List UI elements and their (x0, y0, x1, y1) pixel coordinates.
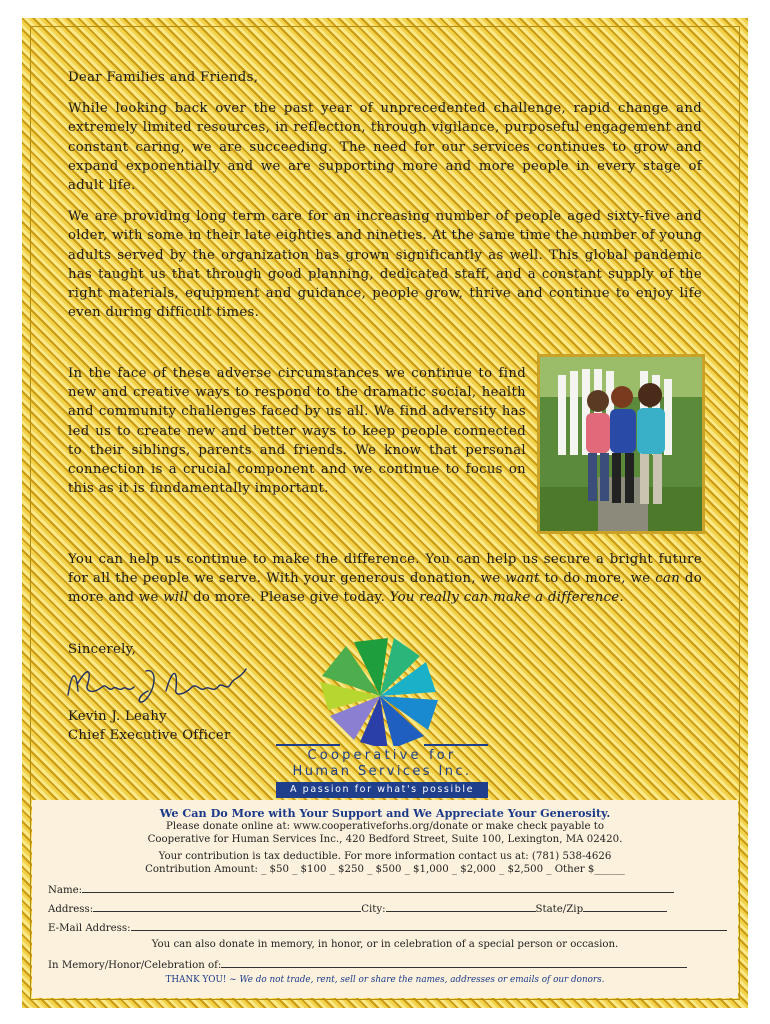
tax-deductible-line: Your contribution is tax deductible. For more information contact us at: (781) 538-4626 (158, 851, 612, 862)
photo-illustration (540, 357, 702, 531)
signer-name: Kevin J. Leahy (68, 709, 167, 724)
appeal-text-b: to do more, we (539, 571, 656, 587)
logo-rule-right (424, 744, 488, 746)
signature-block (68, 640, 252, 745)
emphasis-can: can (655, 571, 681, 587)
paragraph-2: We are providing long term care for an increasing number of people aged sixty-five and older, with some in their late eighties and nineties. At the same time the number of young adults served by the organization has grown significantly as well. This global pandemic has taught us that through good planning, dedicated staff, and a constant supply of the right materials, equipment and guidance, people grow, thrive and continue to enjoy life even during difficult times. (68, 209, 702, 321)
signer-title: Chief Executive Officer (68, 728, 231, 743)
name-field[interactable] (48, 882, 674, 896)
emphasis-want: want (505, 571, 540, 587)
address-field[interactable] (48, 901, 667, 915)
paragraph-3: In the face of these adverse circumstances we continue to find new and creative ways to respond to the dramatic social, health and community challenges faced by us all. We find adversity has led us to create new and better ways to keep people connected to their siblings, parents and friends. We know that personal connection is a crucial component and we continue to focus on this as it is fundamentally important. (68, 366, 526, 497)
memory-input-line[interactable] (221, 957, 687, 968)
closing-emphasis: You really can make a difference. (389, 590, 625, 606)
address-input-line[interactable] (93, 901, 361, 912)
form-heading: We Can Do More with Your Support and We Appreciate Your Generosity. (159, 806, 611, 820)
pinwheel-logo-icon (272, 636, 492, 746)
state-zip-input-line[interactable] (583, 901, 667, 912)
mailing-address-line: Cooperative for Human Services Inc., 420 Bedford Street, Suite 100, Lexington, MA 02420. (147, 834, 623, 845)
donation-form (32, 800, 738, 998)
handwritten-signature (62, 661, 252, 705)
address-label: Address: (48, 904, 94, 915)
logo-name-line2: Human Services Inc. (292, 764, 472, 779)
memory-note: You can also donate in memory, in honor, or in celebration of a special person or occasion. (151, 939, 619, 950)
contribution-amount-options[interactable]: Contribution Amount: _ $50 _ $100 _ $250 _ $500 _ $1,000 _ $2,000 _ $2,500 _ Other $______ (145, 864, 625, 875)
name-label: Name: (48, 885, 83, 896)
thank-you-note (32, 975, 738, 985)
appeal-text-a: You can help us continue to make the difference. You can help us secure a bright future for all the people we serve. With your generous donation, we (68, 552, 702, 587)
appeal-text-d: do more. Please give today. (188, 590, 390, 606)
paragraph-1: While looking back over the past year of unprecedented challenge, rapid change and extremely limited resources, in reflection, through vigilance, purposeful engagement and constant caring, we are succeeding. The need for our services continues to grow and expand exponentially and we are supporting more and more people in every stage of adult life. (68, 101, 702, 194)
greeting: Dear Families and Friends, (68, 70, 259, 85)
email-field[interactable] (48, 920, 727, 934)
thank-you-text: THANK YOU! ~ (165, 975, 237, 985)
logo-name-line1: Cooperative for (307, 748, 457, 763)
memory-field[interactable] (48, 957, 687, 971)
email-input-line[interactable] (131, 920, 727, 931)
emphasis-will: will (163, 590, 189, 606)
family-photo (537, 354, 705, 534)
memory-label: In Memory/Honor/Celebration of: (48, 960, 222, 971)
city-input-line[interactable] (386, 901, 536, 912)
letter-body (68, 68, 702, 334)
logo-tagline: A passion for what's possible (276, 782, 488, 798)
privacy-note: We do not trade, rent, sell or share the names, addresses or emails of our donors. (239, 975, 605, 985)
appeal-paragraph (68, 550, 702, 608)
city-label: City: (361, 904, 386, 915)
logo-rule-left (276, 744, 340, 746)
donate-online-line: Please donate online at: www.cooperativeforhs.org/donate or make check payable to (166, 821, 604, 832)
name-input-line[interactable] (82, 882, 674, 893)
organization-logo (272, 636, 492, 800)
sincerely: Sincerely, (68, 642, 137, 657)
state-zip-label: State/Zip (535, 904, 584, 915)
appeal-text-c: do more and we (68, 571, 702, 606)
email-label: E-Mail Address: (48, 923, 131, 934)
